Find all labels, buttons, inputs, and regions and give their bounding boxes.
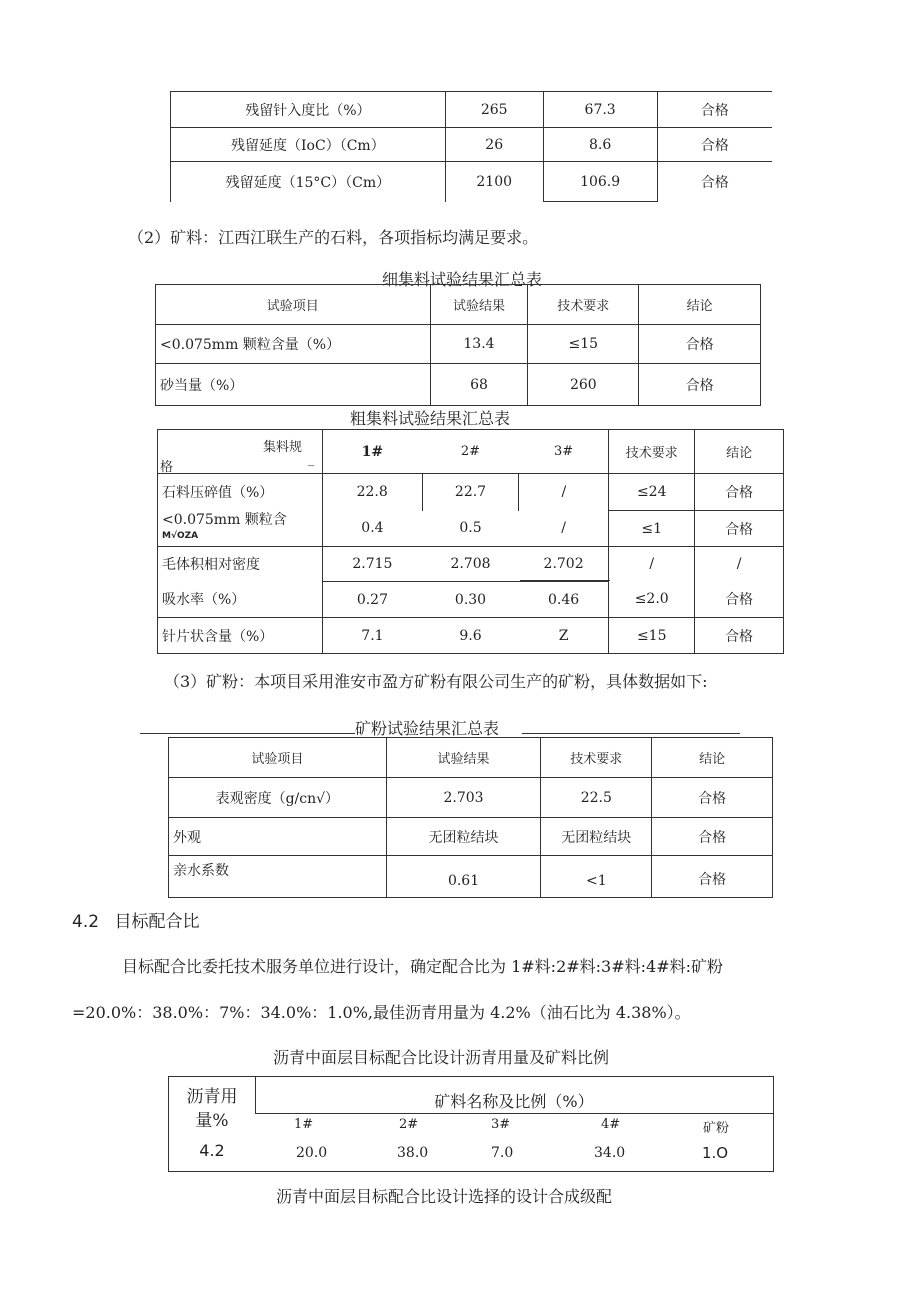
coarse-aggregate-table bbox=[157, 429, 784, 654]
table-row bbox=[171, 162, 773, 202]
table-row bbox=[156, 325, 761, 364]
header-result: 试验结果 bbox=[386, 738, 541, 778]
cell-conclusion: 合格 bbox=[657, 92, 772, 128]
table-row bbox=[158, 511, 784, 547]
column-4: 4# bbox=[601, 1117, 621, 1132]
cell-result: 106.9 bbox=[543, 162, 657, 202]
cell-spec: ≤15 bbox=[528, 325, 639, 364]
header-c1: 1# bbox=[322, 430, 422, 474]
cell-v2: 2.708 bbox=[450, 556, 491, 572]
cell-conclusion: 合格 bbox=[695, 582, 784, 618]
cell-item-line2: M√OZA bbox=[162, 531, 199, 542]
cell-v2: 0.30 bbox=[422, 582, 519, 618]
cell-item: 外观 bbox=[169, 818, 387, 856]
cell-spec: 无团粒结块 bbox=[541, 818, 652, 856]
table-row bbox=[158, 474, 784, 511]
cell-item: 表观密度（g/cn√） bbox=[169, 778, 387, 818]
cell-item: 残留延度（IoC）（Cm） bbox=[171, 128, 446, 162]
column-2: 2# bbox=[399, 1117, 419, 1132]
header-spec-label bbox=[158, 430, 323, 474]
ratio-table-caption: 沥青中面层目标配合比设计沥青用量及矿料比例 bbox=[273, 1048, 610, 1067]
asphalt-label-a: 沥青用 bbox=[186, 1087, 238, 1107]
cell-item-line1: <0.075mm 颗粒含 bbox=[162, 512, 287, 529]
cell-spec: 2100 bbox=[445, 162, 543, 202]
cell-result: 68 bbox=[430, 364, 528, 406]
cell-item bbox=[158, 511, 323, 547]
cell-spec: 26 bbox=[445, 128, 543, 162]
mineral-paragraph: （2）矿料：江西江联生产的石料，各项指标均满足要求。 bbox=[128, 228, 539, 247]
cell-result: 8.6 bbox=[543, 128, 657, 162]
header-conclusion: 结论 bbox=[652, 738, 773, 778]
header-item: 试验项目 bbox=[169, 738, 387, 778]
cell-result: 13.4 bbox=[430, 325, 528, 364]
cell-spec: 260 bbox=[528, 364, 639, 406]
value-4: 34.0 bbox=[594, 1145, 626, 1161]
cell-item: 毛体积相对密度 bbox=[158, 547, 323, 582]
table-header-row bbox=[169, 738, 773, 778]
header-conclusion: 结论 bbox=[639, 285, 761, 325]
coarse-partial-rule bbox=[520, 580, 610, 581]
header-spec: 技术要求 bbox=[609, 430, 695, 474]
ratio-table bbox=[168, 1076, 774, 1172]
table-row bbox=[169, 818, 773, 856]
cell-conclusion: 合格 bbox=[695, 511, 784, 547]
cell-result: 67.3 bbox=[543, 92, 657, 128]
cell-v3: 0.46 bbox=[519, 582, 609, 618]
table-row bbox=[158, 618, 784, 654]
header-c2: 2# bbox=[422, 430, 519, 474]
table-row bbox=[171, 92, 773, 128]
spec-label-underscore: _ bbox=[308, 452, 315, 467]
cell-conclusion: 合格 bbox=[652, 778, 773, 818]
cell-result: 无团粒结块 bbox=[386, 818, 541, 856]
cell-spec: <1 bbox=[541, 856, 652, 898]
target-paragraph-line1: 目标配合比委托技术服务单位进行设计，确定配合比为 1#料:2#料:3#料:4#料:矿粉 bbox=[122, 957, 723, 976]
cell-item: 亲水系数 bbox=[169, 856, 387, 898]
cell-conclusion: 合格 bbox=[652, 818, 773, 856]
cell-spec: 265 bbox=[445, 92, 543, 128]
filler-caption-rule-left bbox=[140, 733, 355, 734]
cell-v1: 0.4 bbox=[322, 511, 422, 547]
group-header-rule bbox=[255, 1113, 773, 1114]
coarse-table-caption: 粗集料试验结果汇总表 bbox=[350, 409, 511, 428]
header-spec: 技术要求 bbox=[528, 285, 639, 325]
cell-v1: 2.715 bbox=[352, 556, 393, 572]
cell-v1: 22.8 bbox=[322, 474, 422, 511]
section-number: 4.2 bbox=[72, 912, 100, 932]
table-row bbox=[158, 582, 784, 618]
cell-item: 残留延度（15°C）（Cm） bbox=[171, 162, 446, 202]
filler-table-caption: 矿粉试验结果汇总表 bbox=[355, 719, 500, 738]
value-1: 20.0 bbox=[296, 1145, 328, 1161]
fine-aggregate-table bbox=[155, 284, 761, 406]
value-3: 7.0 bbox=[491, 1145, 514, 1161]
asphalt-value: 4.2 bbox=[199, 1141, 225, 1160]
cell-result: 2.703 bbox=[386, 778, 541, 818]
cell-conclusion: 合格 bbox=[695, 618, 784, 654]
cell-item: <0.075mm 颗粒含量（%） bbox=[156, 325, 431, 364]
table-row bbox=[156, 364, 761, 406]
cell-item: 石料压碎值（%） bbox=[158, 474, 323, 511]
cell-v3: 2.702 bbox=[519, 547, 609, 582]
cell-item: 砂当量（%） bbox=[156, 364, 431, 406]
table-row bbox=[171, 128, 773, 162]
header-conclusion: 结论 bbox=[695, 430, 784, 474]
cell-spec: ≤15 bbox=[609, 618, 695, 654]
cell-v2: 9.6 bbox=[422, 618, 519, 654]
filler-caption-rule-right bbox=[522, 733, 740, 734]
cell-result: 0.61 bbox=[386, 856, 541, 898]
header-item: 试验项目 bbox=[156, 285, 431, 325]
column-3: 3# bbox=[491, 1117, 511, 1132]
table-row bbox=[169, 778, 773, 818]
cell-item: 针片状含量（%） bbox=[158, 618, 323, 654]
cell-v3: Z bbox=[519, 618, 609, 654]
bottom-caption: 沥青中面层目标配合比设计选择的设计合成级配 bbox=[276, 1187, 613, 1206]
cell-item: 残留针入度比（%） bbox=[171, 92, 446, 128]
header-c3: 3# bbox=[519, 430, 609, 474]
asphalt-label bbox=[169, 1077, 255, 1171]
cell-spec: 22.5 bbox=[541, 778, 652, 818]
cell-spec: ≤1 bbox=[609, 511, 695, 547]
asphalt-aging-table bbox=[170, 91, 772, 202]
cell-conclusion: / bbox=[695, 547, 784, 582]
cell-v3: / bbox=[519, 511, 609, 547]
value-2: 38.0 bbox=[397, 1145, 429, 1161]
filler-paragraph: （3）矿粉：本项目采用淮安市盈方矿粉有限公司生产的矿粉，具体数据如下: bbox=[164, 672, 708, 691]
cell-conclusion: 合格 bbox=[639, 364, 761, 406]
table-row bbox=[158, 547, 784, 582]
cell-conclusion: 合格 bbox=[657, 128, 772, 162]
section-title: 目标配合比 bbox=[114, 912, 200, 932]
header-spec: 技术要求 bbox=[541, 738, 652, 778]
column-1: 1# bbox=[294, 1117, 314, 1132]
group-header: 矿料名称及比例（%） bbox=[434, 1092, 594, 1111]
table-header-row bbox=[156, 285, 761, 325]
fine-table-caption: 细集料试验结果汇总表 bbox=[382, 270, 543, 289]
column-5: 矿粉 bbox=[703, 1121, 730, 1136]
cell-item: 吸水率（%） bbox=[158, 582, 323, 618]
value-5: 1.O bbox=[702, 1144, 729, 1162]
cell-spec: ≤2.0 bbox=[609, 582, 695, 618]
cell-spec: / bbox=[609, 547, 695, 582]
spec-label-a: 集料规 bbox=[263, 440, 303, 455]
section-heading bbox=[72, 907, 199, 932]
header-result: 试验结果 bbox=[430, 285, 528, 325]
cell-v3: / bbox=[519, 474, 609, 511]
cell-conclusion: 合格 bbox=[695, 474, 784, 511]
mineral-filler-table bbox=[168, 737, 773, 898]
table-row bbox=[169, 856, 773, 898]
cell-v1: 0.27 bbox=[322, 582, 422, 618]
cell-spec: ≤24 bbox=[609, 474, 695, 511]
cell-conclusion: 合格 bbox=[657, 162, 772, 202]
cell-v2: 0.5 bbox=[422, 511, 519, 547]
cell-conclusion: 合格 bbox=[652, 856, 773, 898]
table-header-row bbox=[158, 430, 784, 474]
cell-v1: 7.1 bbox=[322, 618, 422, 654]
cell-conclusion: 合格 bbox=[639, 325, 761, 364]
asphalt-label-b: 量% bbox=[195, 1111, 229, 1131]
target-paragraph-line2: =20.0%：38.0%：7%：34.0%：1.0%,最佳沥青用量为 4.2%（油石比为 4.38%）。 bbox=[72, 1003, 691, 1022]
cell-v2: 22.7 bbox=[422, 474, 519, 511]
spec-label-b: 格 bbox=[160, 460, 174, 475]
